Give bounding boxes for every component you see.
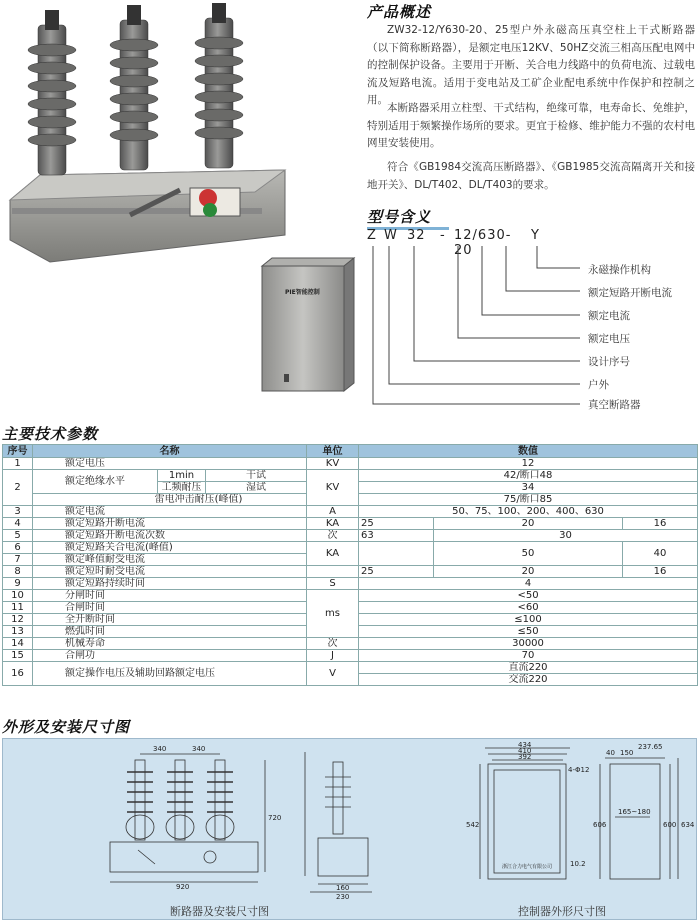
row-name: 机械寿命 [33, 638, 307, 650]
controller-label: PIE智能控制 [285, 289, 320, 296]
model-bracket-lines [365, 244, 585, 409]
row-value: 30 [434, 530, 698, 542]
model-meaning: 设计序号 [588, 356, 630, 368]
row-name: 额定短路持续时间 [33, 578, 307, 590]
row-value: 交流220 [359, 674, 698, 686]
row-name: 额定短路开断电流 [33, 518, 307, 530]
table-row [3, 566, 698, 578]
row-no: 15 [3, 650, 33, 662]
row-no: 12 [3, 614, 33, 626]
dim-434: 434 [518, 742, 532, 749]
row-name: 分闸时间 [33, 590, 307, 602]
row-no: 7 [3, 554, 33, 566]
row-name: 额定短路关合电流(峰值) [33, 542, 307, 554]
drawings-title: 外形及安装尺寸图 [2, 718, 131, 736]
row-unit: A [307, 506, 359, 518]
row-name: 合闸功 [33, 650, 307, 662]
row-value: ≤50 [359, 626, 698, 638]
row-no: 2 [3, 470, 33, 506]
row-unit: KV [307, 458, 359, 470]
dim-237: 237.65 [638, 743, 663, 751]
model-meaning: 额定短路开断电流 [588, 287, 672, 299]
row-sub: 雷电冲击耐压(峰值) [33, 494, 307, 506]
nameplate: 浙江合力电气有限公司 [502, 864, 553, 870]
row-unit [307, 566, 359, 578]
row-unit: 次 [307, 638, 359, 650]
caption-breaker: 断路器及安装尺寸图 [170, 905, 269, 918]
dim-720: 720 [268, 814, 282, 822]
row-value: 63 [359, 530, 434, 542]
row-no: 4 [3, 518, 33, 530]
dim-542: 542 [466, 821, 480, 829]
dim-920: 920 [176, 883, 190, 891]
row-sub: 干试 [206, 470, 307, 482]
row-value: 70 [359, 650, 698, 662]
breaker-drawing [80, 742, 380, 902]
row-name: 全开断时间 [33, 614, 307, 626]
table-row [3, 506, 698, 518]
table-row [3, 638, 698, 650]
row-value [359, 542, 434, 566]
code-part: Y [531, 228, 540, 243]
row-name: 额定短路开断电流次数 [33, 530, 307, 542]
row-value: 40 [623, 542, 698, 566]
model-meaning: 户外 [588, 379, 609, 391]
table-row [3, 470, 698, 482]
table-row [3, 458, 698, 470]
overview-paragraph-2: 本断路器采用立柱型、干式结构，绝缘可靠，电寿命长、免维护，特别适用于频繁操作场所的要求。更宜于检修、维护能力不强的农村电网里安装使用。 [367, 102, 695, 150]
row-no: 8 [3, 566, 33, 578]
row-unit: ms [307, 590, 359, 638]
row-value: 4 [359, 578, 698, 590]
row-no: 11 [3, 602, 33, 614]
model-meaning: 真空断路器 [588, 399, 641, 411]
breaker-photo [0, 0, 300, 285]
table-row [3, 662, 698, 674]
overview-title: 产品概述 [367, 3, 432, 21]
row-name: 额定电流 [33, 506, 307, 518]
header-no: 序号 [3, 445, 33, 458]
row-value: ≤100 [359, 614, 698, 626]
row-unit: 次 [307, 530, 359, 542]
row-unit: J [307, 650, 359, 662]
row-no: 13 [3, 626, 33, 638]
row-value: 16 [623, 566, 698, 578]
table-row [3, 590, 698, 602]
model-meaning: 额定电流 [588, 310, 630, 322]
controller-photo [258, 256, 358, 396]
table-row [3, 530, 698, 542]
row-no: 5 [3, 530, 33, 542]
dim-150: 150 [620, 749, 634, 757]
row-no: 9 [3, 578, 33, 590]
row-value: 50 [434, 542, 623, 566]
dim-165: 165~180 [618, 808, 651, 816]
dim-392: 392 [518, 753, 532, 761]
dim-160: 160 [336, 884, 350, 892]
dim-102: 10.2 [570, 860, 586, 868]
code-part: Z [367, 228, 377, 243]
row-value: 25 [359, 566, 434, 578]
dim-230: 230 [336, 893, 350, 901]
row-name: 额定操作电压及辅助回路额定电压 [33, 662, 307, 686]
row-name: 额定电压 [33, 458, 307, 470]
row-value: <60 [359, 602, 698, 614]
row-unit: V [307, 662, 359, 686]
row-no: 6 [3, 542, 33, 554]
row-value: 20 [434, 566, 623, 578]
row-no: 3 [3, 506, 33, 518]
table-row [3, 650, 698, 662]
row-unit: KA [307, 542, 359, 566]
header-name: 名称 [33, 445, 307, 458]
row-name: 额定峰值耐受电流 [33, 554, 307, 566]
row-value: 42/断口48 [359, 470, 698, 482]
row-no: 1 [3, 458, 33, 470]
row-name: 额定绝缘水平 [33, 470, 158, 494]
row-name: 合闸时间 [33, 602, 307, 614]
row-value: 50、75、100、200、400、630 [359, 506, 698, 518]
row-sub: 湿试 [206, 482, 307, 494]
controller-drawing [460, 742, 695, 902]
row-no: 16 [3, 662, 33, 686]
header-unit: 单位 [307, 445, 359, 458]
row-unit: S [307, 578, 359, 590]
specs-table [2, 444, 698, 686]
dim-634: 634 [681, 821, 695, 829]
row-value: 30000 [359, 638, 698, 650]
row-sub: 1min [158, 470, 206, 482]
model-meaning: 永磁操作机构 [588, 264, 651, 276]
row-value: 75/断口85 [359, 494, 698, 506]
caption-controller: 控制器外形尺寸图 [518, 905, 606, 918]
table-header-row [3, 445, 698, 458]
row-unit: KA [307, 518, 359, 530]
code-part: 12/630-20 [454, 228, 512, 258]
row-name: 额定短时耐受电流 [33, 566, 307, 578]
row-name: 燃弧时间 [33, 626, 307, 638]
row-unit: KV [307, 470, 359, 506]
row-value: 16 [623, 518, 698, 530]
header-value: 数值 [359, 445, 698, 458]
dim-600: 600 [663, 821, 677, 829]
dim-4-phi12: 4-Φ12 [568, 766, 590, 774]
model-meaning: 额定电压 [588, 333, 630, 345]
row-no: 10 [3, 590, 33, 602]
table-row [3, 542, 698, 554]
code-part: - [440, 228, 446, 243]
row-value: 20 [434, 518, 623, 530]
row-value: 12 [359, 458, 698, 470]
row-value: <50 [359, 590, 698, 602]
row-value: 直流220 [359, 662, 698, 674]
model-title: 型号含义 [367, 206, 449, 230]
specs-title: 主要技术参数 [2, 425, 99, 443]
dim-606: 606 [593, 821, 607, 829]
dim-340-a: 340 [153, 745, 167, 753]
row-value: 25 [359, 518, 434, 530]
row-no: 14 [3, 638, 33, 650]
overview-paragraph-1: ZW32-12/Y630-20、25型户外永磁高压真空柱上干式断路器（以下简称断路器），是额定电压12KV、50HZ交流三相高压配电网中的控制保护设备。主要用于开断、关合电力线路中的负荷电流、过载电流及短路电流。适用于变电站及工矿企业配电系统中作保护和控制之用。 [367, 24, 695, 107]
overview-paragraph-3: 符合《GB1984交流高压断路器》、《GB1985交流高隔离开关和接地开关》、DL/T402、DL/T403的要求。 [367, 161, 695, 191]
code-part: W [384, 228, 398, 243]
row-value: 34 [359, 482, 698, 494]
table-row [3, 578, 698, 590]
dim-410: 410 [518, 747, 532, 755]
dim-340-b: 340 [192, 745, 206, 753]
row-sub: 工频耐压 [158, 482, 206, 494]
dim-40: 40 [606, 749, 615, 757]
table-row [3, 518, 698, 530]
code-part: 32 [407, 228, 426, 243]
